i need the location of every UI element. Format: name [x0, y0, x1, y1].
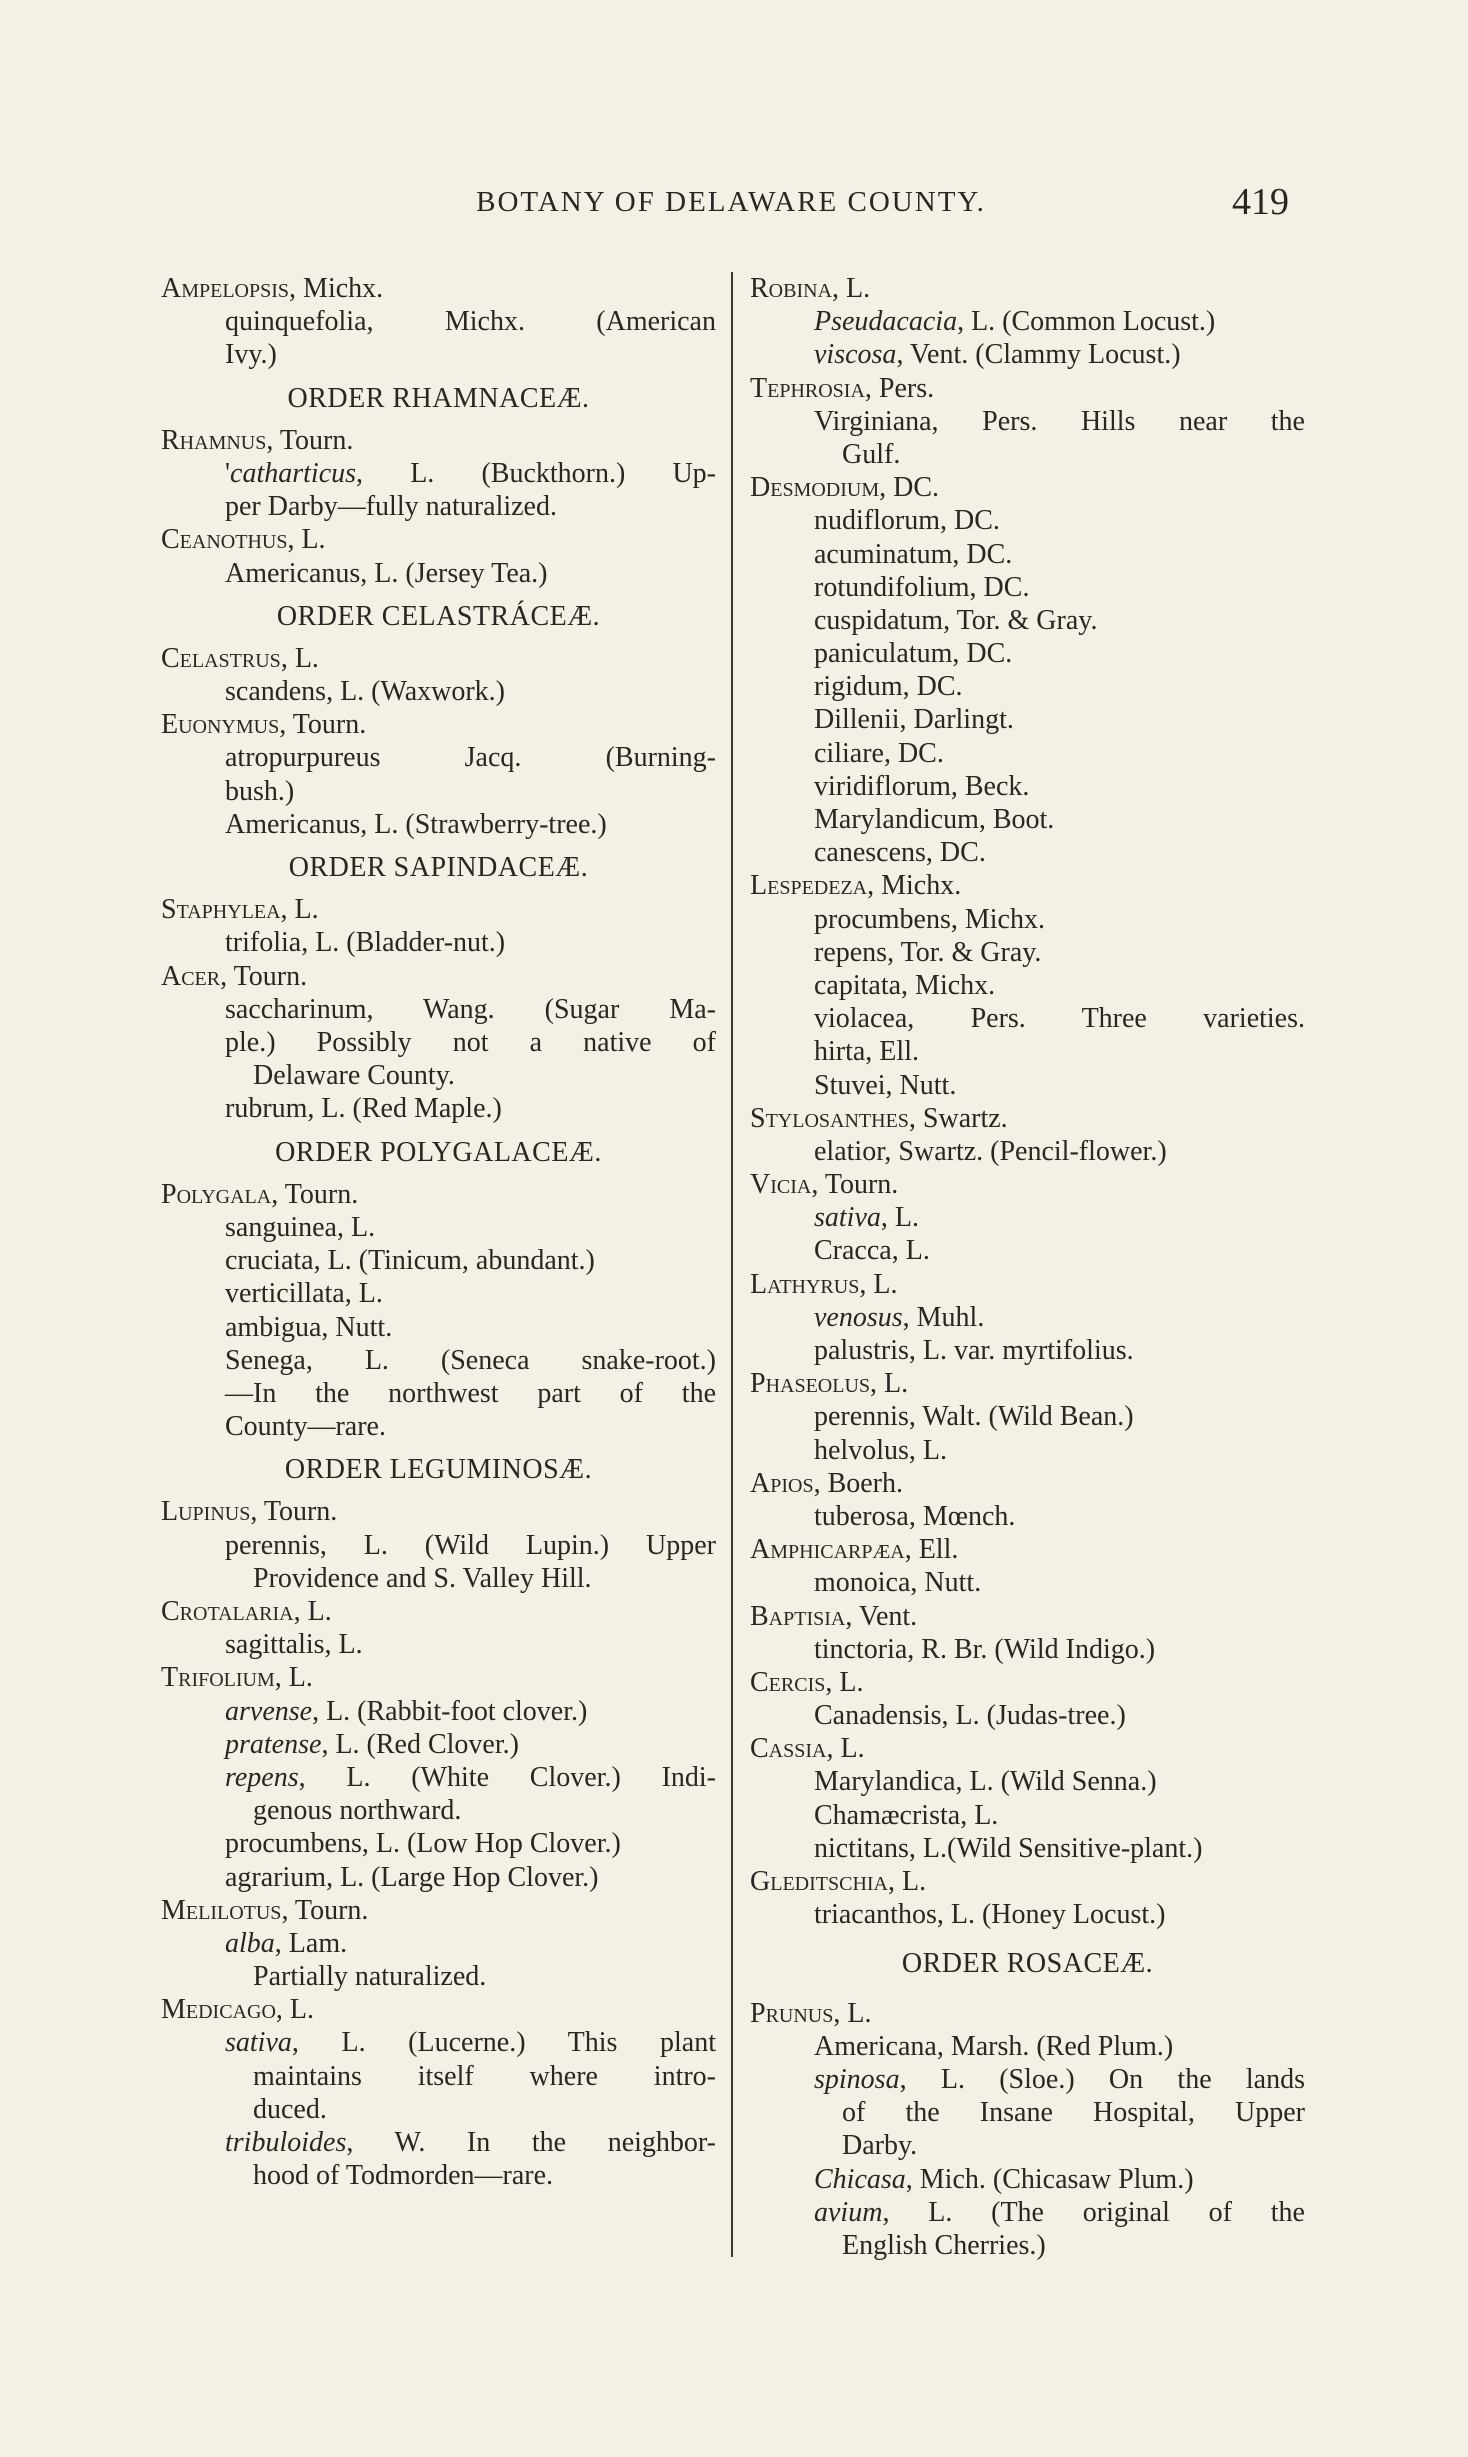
species-entry: repens, Tor. & Gray.	[814, 936, 1042, 968]
species-entry: tribuloides, W. In the neighbor-	[225, 2127, 716, 2159]
species-entry: Marylandica, L. (Wild Senna.)	[814, 1766, 1157, 1798]
species-entry: duced.	[253, 2093, 327, 2125]
species-entry: Americanus, L. (Jersey Tea.)	[225, 557, 548, 589]
species-entry: paniculatum, DC.	[814, 638, 1013, 670]
species-entry: helvolus, L.	[814, 1434, 947, 1466]
order-heading: ORDER LEGUMINOSÆ.	[284, 1454, 593, 1486]
species-entry: Ivy.)	[225, 339, 277, 371]
species-entry: tuberosa, Mœnch.	[814, 1500, 1016, 1532]
genus-entry: Desmodium, DC.	[750, 472, 940, 504]
species-entry: Virginiana, Pers. Hills near the	[814, 405, 1305, 437]
species-entry: ple.) Possibly not a native of	[225, 1026, 716, 1058]
genus-entry: Acer, Tourn.	[161, 960, 308, 992]
genus-entry: Ceanothus, L.	[161, 524, 326, 556]
genus-entry: Melilotus, Tourn.	[161, 1894, 369, 1926]
species-entry: trifolia, L. (Bladder-nut.)	[225, 927, 506, 959]
species-entry: Pseudacacia, L. (Common Locust.)	[814, 306, 1216, 338]
species-entry: cruciata, L. (Tinicum, abundant.)	[225, 1245, 595, 1277]
genus-entry: Lupinus, Tourn.	[161, 1496, 338, 1528]
genus-entry: Robina, L.	[750, 273, 871, 304]
species-entry: acuminatum, DC.	[814, 538, 1013, 570]
order-heading: ORDER ROSACEÆ.	[901, 1948, 1154, 1980]
species-entry: perennis, L. (Wild Lupin.) Upper	[225, 1529, 716, 1561]
species-entry: elatior, Swartz. (Pencil-flower.)	[814, 1135, 1167, 1167]
genus-entry: Trifolium, L.	[161, 1662, 313, 1694]
left-column	[161, 272, 716, 2192]
species-entry: capitata, Michx.	[814, 969, 996, 1001]
species-entry: County—rare.	[225, 1411, 386, 1443]
genus-entry: Ampelopsis, Michx.	[161, 273, 384, 304]
species-entry: atropurpureus Jacq. (Burning-	[225, 742, 716, 774]
species-entry: genous northward.	[253, 1795, 462, 1827]
species-entry: Senega, L. (Seneca snake-root.)	[225, 1344, 716, 1376]
species-entry: Chicasa, Mich. (Chicasaw Plum.)	[814, 2163, 1194, 2195]
order-heading: ORDER POLYGALACEÆ.	[275, 1136, 602, 1168]
genus-entry: Euonymus, Tourn.	[161, 709, 367, 741]
species-entry: nictitans, L.(Wild Sensitive-plant.)	[814, 1832, 1203, 1864]
species-entry: sativa, L.	[814, 1202, 919, 1234]
species-entry: canescens, DC.	[814, 837, 986, 869]
species-entry: per Darby—fully naturalized.	[225, 491, 557, 523]
order-heading: ORDER CELASTRÁCEÆ.	[276, 600, 601, 632]
right-column	[750, 272, 1305, 2262]
genus-entry: Cassia, L.	[750, 1733, 865, 1765]
genus-entry: Rhamnus, Tourn.	[161, 424, 354, 456]
order-heading: ORDER SAPINDACEÆ.	[288, 852, 589, 884]
genus-entry: Tephrosia, Pers.	[750, 372, 935, 404]
species-entry: spinosa, L. (Sloe.) On the lands	[814, 2063, 1305, 2095]
species-entry: sativa, L. (Lucerne.) This plant	[225, 2027, 716, 2059]
genus-entry: Cercis, L.	[750, 1666, 864, 1698]
species-entry: English Cherries.)	[842, 2229, 1046, 2261]
species-entry: 'catharticus, L. (Buckthorn.) Up-	[225, 457, 716, 489]
genus-entry: Baptisia, Vent.	[750, 1600, 918, 1632]
genus-entry: Gleditschia, L.	[750, 1866, 927, 1897]
species-entry: procumbens, L. (Low Hop Clover.)	[225, 1828, 621, 1860]
species-entry: agrarium, L. (Large Hop Clover.)	[225, 1861, 599, 1893]
species-entry: quinquefolia, Michx. (American	[225, 306, 716, 338]
species-entry: bush.)	[225, 775, 295, 807]
species-entry: violacea, Pers. Three varieties.	[814, 1003, 1305, 1035]
species-entry: pratense, L. (Red Clover.)	[225, 1728, 519, 1760]
genus-entry: Lespedeza, Michx.	[750, 870, 962, 902]
genus-entry: Staphylea, L.	[161, 894, 319, 926]
order-heading: ORDER RHAMNACEÆ.	[287, 382, 590, 414]
species-entry: ciliare, DC.	[814, 737, 944, 769]
species-entry: palustris, L. var. myrtifolius.	[814, 1335, 1134, 1366]
species-entry: scandens, L. (Waxwork.)	[225, 676, 505, 708]
species-entry: sagittalis, L.	[225, 1629, 363, 1661]
species-entry: avium, L. (The original of the	[814, 2196, 1305, 2228]
species-entry: Darby.	[842, 2130, 918, 2162]
species-entry: Partially naturalized.	[253, 1961, 487, 1993]
species-entry: ambigua, Nutt.	[225, 1311, 393, 1343]
genus-entry: Polygala, Tourn.	[161, 1178, 359, 1210]
genus-entry: Stylosanthes, Swartz.	[750, 1102, 1008, 1134]
genus-entry: Lathyrus, L.	[750, 1268, 898, 1300]
page-number: 419	[1232, 181, 1289, 223]
species-entry: maintains itself where intro-	[253, 2060, 716, 2092]
genus-entry: Crotalaria, L.	[161, 1596, 332, 1628]
species-entry: nudiflorum, DC.	[814, 505, 1000, 537]
species-entry: verticillata, L.	[225, 1278, 383, 1310]
genus-entry: Apios, Boerh.	[750, 1467, 904, 1499]
species-entry: alba, Lam.	[225, 1927, 348, 1959]
genus-entry: Medicago, L.	[161, 1994, 314, 2026]
genus-entry: Phaseolus, L.	[750, 1368, 909, 1400]
genus-entry: Amphicarpæa, Ell.	[750, 1534, 959, 1566]
species-entry: rigidum, DC.	[814, 671, 963, 703]
species-entry: viridiflorum, Beck.	[814, 770, 1030, 802]
species-entry: Gulf.	[842, 438, 901, 470]
species-entry: arvense, L. (Rabbit-foot clover.)	[225, 1695, 588, 1727]
running-title: BOTANY OF DELAWARE COUNTY.	[476, 186, 986, 218]
species-entry: triacanthos, L. (Honey Locust.)	[814, 1899, 1166, 1931]
species-entry: sanguinea, L.	[225, 1211, 376, 1243]
species-entry: monoica, Nutt.	[814, 1567, 982, 1599]
species-entry: rotundifolium, DC.	[814, 571, 1030, 603]
species-entry: Delaware County.	[253, 1060, 455, 1092]
species-entry: Canadensis, L. (Judas-tree.)	[814, 1700, 1126, 1732]
species-entry: Dillenii, Darlingt.	[814, 704, 1014, 736]
species-entry: tinctoria, R. Br. (Wild Indigo.)	[814, 1633, 1156, 1665]
species-entry: of the Insane Hospital, Upper	[842, 2097, 1305, 2129]
species-entry: procumbens, Michx.	[814, 903, 1045, 935]
species-entry: Cracca, L.	[814, 1235, 930, 1267]
species-entry: viscosa, Vent. (Clammy Locust.)	[814, 339, 1181, 371]
species-entry: hood of Todmorden—rare.	[253, 2160, 554, 2192]
genus-entry: Vicia, Tourn.	[750, 1169, 899, 1201]
genus-entry: Celastrus, L.	[161, 642, 319, 674]
species-entry: Chamæcrista, L.	[814, 1799, 999, 1831]
species-entry: —In the northwest part of the	[225, 1377, 716, 1409]
species-entry: Americana, Marsh. (Red Plum.)	[814, 2030, 1174, 2062]
species-entry: Providence and S. Valley Hill.	[253, 1562, 592, 1594]
species-entry: repens, L. (White Clover.) Indi-	[225, 1761, 716, 1793]
species-entry: Americanus, L. (Strawberry-tree.)	[225, 808, 607, 840]
species-entry: Stuvei, Nutt.	[814, 1069, 957, 1101]
species-entry: rubrum, L. (Red Maple.)	[225, 1093, 502, 1125]
species-entry: cuspidatum, Tor. & Gray.	[814, 604, 1098, 636]
species-entry: venosus, Muhl.	[814, 1301, 985, 1333]
genus-entry: Prunus, L.	[750, 1997, 872, 2029]
species-entry: hirta, Ell.	[814, 1036, 919, 1068]
column-divider	[731, 272, 733, 2257]
species-entry: Marylandicum, Boot.	[814, 804, 1055, 835]
species-entry: perennis, Walt. (Wild Bean.)	[814, 1401, 1134, 1433]
species-entry: saccharinum, Wang. (Sugar Ma-	[225, 993, 716, 1025]
